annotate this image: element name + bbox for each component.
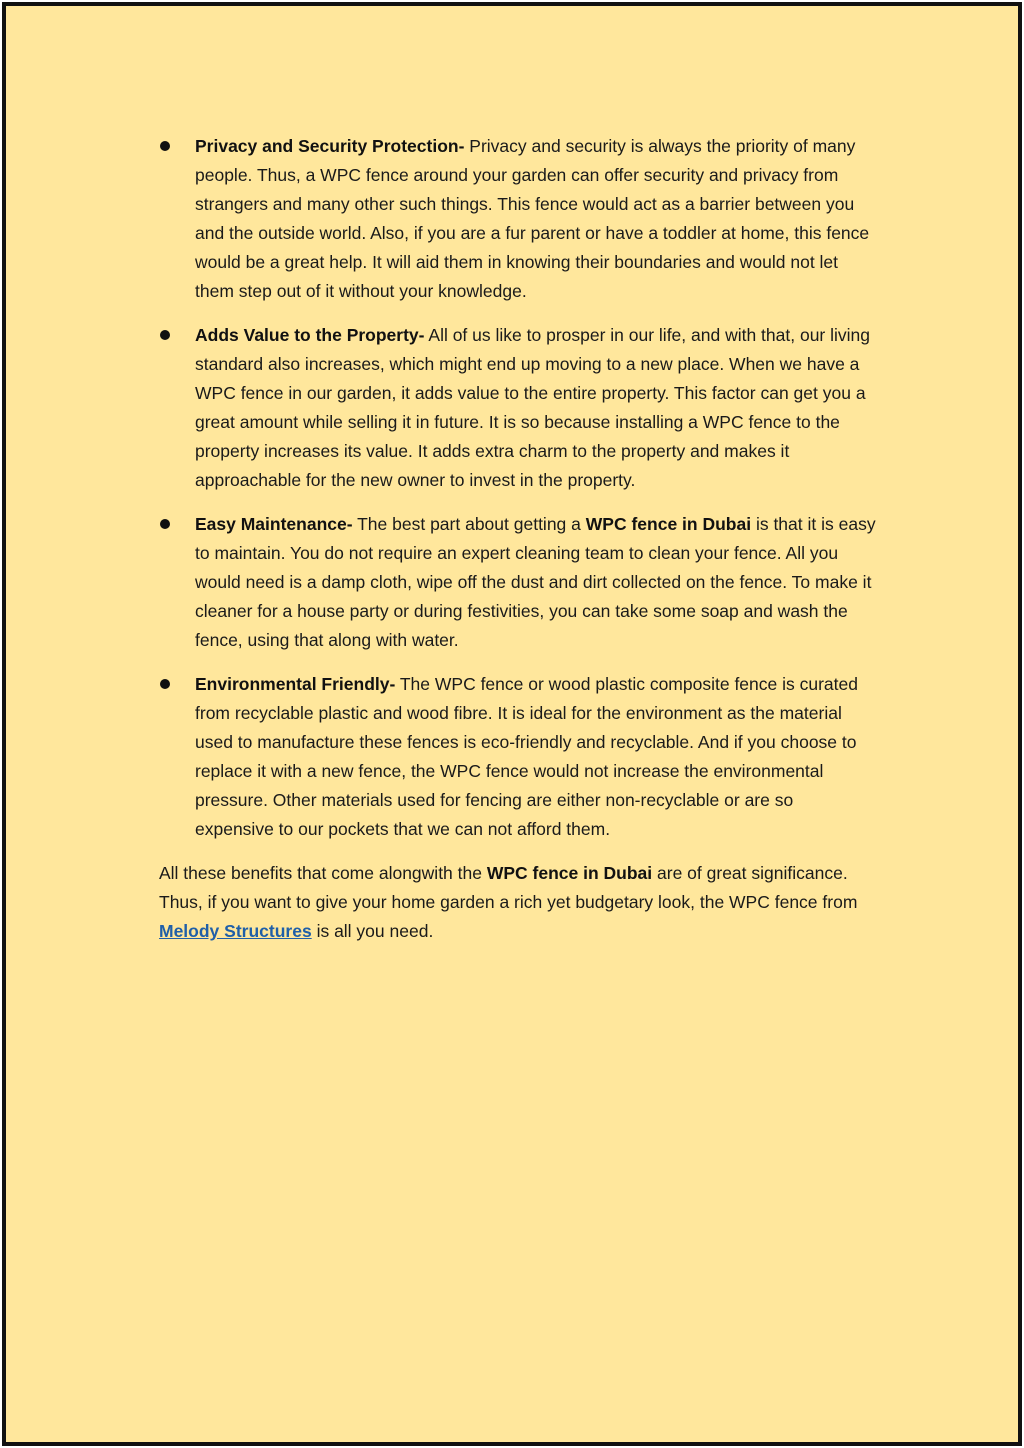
closing-keyword: WPC fence in Dubai xyxy=(486,863,653,883)
benefit-item-maintenance xyxy=(156,510,876,655)
bullet-icon xyxy=(160,679,170,689)
benefit-title: Easy Maintenance- xyxy=(195,514,353,534)
benefit-text-after: is that it is easy to maintain. You do not require an expert cleaning team to clean your fence. All you would need is a damp cloth, wipe off the dust and dirt collected on the fence. To make it cleaner for a house party or during festivities, you can take some soap and wash the fence, using that along with water. xyxy=(195,514,876,650)
benefit-title: Environmental Friendly- xyxy=(195,674,396,694)
bullet-icon xyxy=(160,141,170,151)
closing-paragraph xyxy=(156,859,876,946)
benefit-text: The WPC fence or wood plastic composite fence is curated from recyclable plastic and wood fibre. It is ideal for the environment as the material used to manufacture these fences is eco-friendly and recyclable. And if you choose to replace it with a new fence, the WPC fence would not increase the environmental pressure. Other materials used for fencing are either non-recyclable or are so expensive to our pockets that we can not afford them. xyxy=(195,674,858,839)
benefit-item-privacy xyxy=(156,132,876,306)
document-body xyxy=(156,132,876,946)
closing-text-after: is all you need. xyxy=(316,921,434,941)
document-page xyxy=(2,2,1022,1446)
bullet-icon xyxy=(160,330,170,340)
benefit-text: Privacy and security is always the priority of many people. Thus, a WPC fence around your garden can offer security and privacy from strangers and many other such things. This fence would act as a barrier between you and the outside world. Also, if you are a fur parent or have a toddler at home, this fence would be a great help. It will aid them in knowing their boundaries and would not let them step out of it without your knowledge. xyxy=(195,136,870,301)
closing-text-before: All these benefits that come alongwith the xyxy=(159,863,482,883)
closing-text-middle: are of great significance. Thus, if you want to give your home garden a rich yet budgetary look, the WPC fence from xyxy=(159,863,858,912)
benefit-title: Privacy and Security Protection- xyxy=(195,136,465,156)
benefit-keyword: WPC fence in Dubai xyxy=(585,514,752,534)
benefit-text: All of us like to prosper in our life, and with that, our living standard also increases, which might end up moving to a new place. When we have a WPC fence in our garden, it adds value to the entire property. This factor can get you a great amount while selling it in future. It is so because installing a WPC fence to the property increases its value. It adds extra charm to the property and makes it approachable for the new owner to invest in the property. xyxy=(195,325,871,490)
bullet-icon xyxy=(160,519,170,529)
benefits-list xyxy=(156,132,876,844)
benefit-title: Adds Value to the Property- xyxy=(195,325,425,345)
benefit-item-environment xyxy=(156,670,876,844)
melody-structures-link[interactable]: Melody Structures xyxy=(159,921,312,941)
benefit-item-value xyxy=(156,321,876,495)
benefit-text-before: The best part about getting a xyxy=(357,514,581,534)
